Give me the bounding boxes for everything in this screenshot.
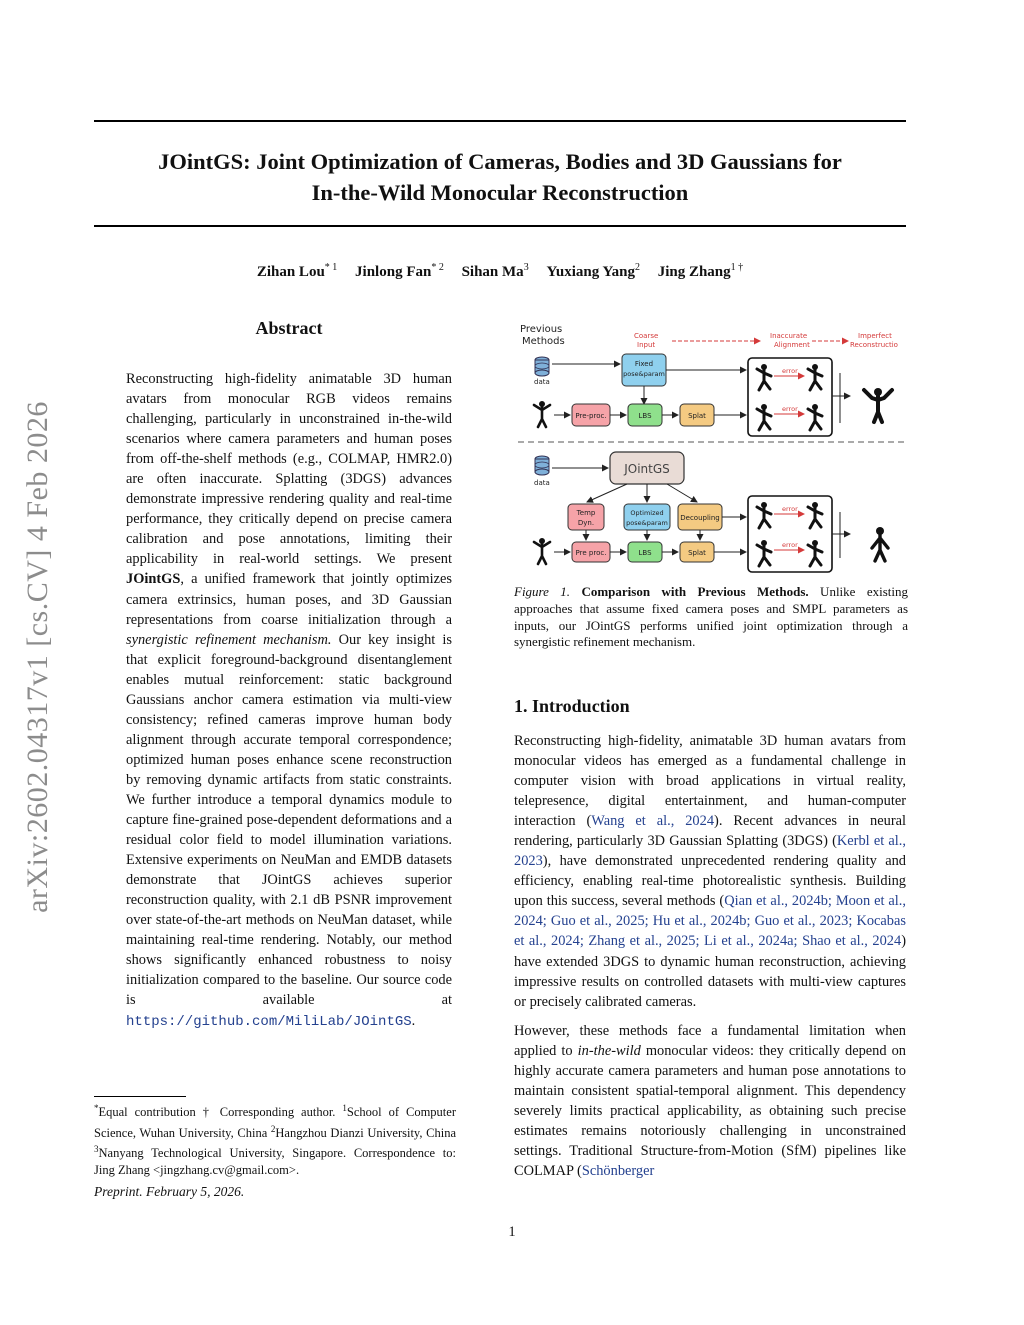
svg-text:Temp: Temp (576, 509, 596, 517)
author: Zihan Lou$^{* 1}$ (256, 262, 338, 280)
author: Jinlong Fan$^{* 2}$ (355, 262, 444, 280)
page-number: 1 (508, 1224, 516, 1240)
footnote-rule (94, 1096, 186, 1097)
citation-link[interactable]: Kerbl et al., 2023 (514, 833, 906, 870)
svg-text:Fixed: Fixed (634, 360, 654, 368)
svg-text:Splat: Splat (688, 412, 706, 420)
arxiv-stamp: arXiv:2602.04317v1 [cs.CV] 4 Feb 2026 (21, 401, 54, 913)
svg-text:data: data (534, 479, 550, 487)
svg-text:LBS: LBS (638, 412, 652, 420)
abstract-body: Reconstructing high-fidelity animatable 3D human avatars from monocular RGB videos remains challenging, particularly in unconstrained in-the-wild scenarios where camera parameters and human poses from off-the-shelf methods (e.g., COLMAP, HMR2.0) are often inaccurate. Splatting (3DGS) advances demonstrate impressive rendering quality and real-time performance, they critically depend on precise camera calibration and pose annotations, limiting their applicability in real-world settings. We present JOintGS, a unified framework that jointly optimizes camera extrinsics, human poses, and 3D Gaussian representations from coarse initialization through a synergistic refinement mechanism. Our key insight is that explicit foreground-background disentanglement enables mutual reinforcement: static background Gaussians anchor camera estimation via multi-view consistency; refined cameras improve human body alignment through accurate temporal correspondence; optimized human poses enhance scene reconstruction by removing dynamic artifacts from static constraints. We further introduce a temporal dynamics module to capture fine-grained pose-dependent deformations and a residual color field to model illumination variations. Extensive experiments on NeuMan and EMDB datasets demonstrate that JOintGS achieves superior reconstruction quality, with 2.1 dB PSNR improvement over state-of-the-art methods on NeuMan dataset, while maintaining real-time rendering. Notably, our method shows significantly enhanced robustness to noisy initialization compared to the baseline. Our source code is available at https://github.com/MiliLab/JOintGS. (126, 371, 453, 1030)
fig-inaccurate-label: Inaccurate (770, 332, 808, 340)
svg-text:Methods: Methods (522, 336, 565, 347)
svg-text:Alignment: Alignment (774, 341, 810, 349)
author-list (94, 262, 906, 281)
author: Yuxiang Yang$^2$ (546, 262, 640, 280)
bottom-title-rule (94, 225, 906, 227)
svg-text:JOintGS: JOintGS (624, 462, 670, 476)
fig-coarse-input-label: Coarse (634, 332, 659, 340)
author: Jing Zhang$^{1 \dagger}$ (657, 262, 744, 280)
title-line-2: In-the-Wild Monocular Reconstruction (311, 180, 689, 205)
svg-text:LBS: LBS (638, 549, 652, 557)
paragraph: Reconstructing high-fidelity, animatable 3D human avatars from monocular videos has emerged as a fundamental challenge in computer vision with broad applications in virtual reality, telepresence, digital entertainment, and human-computer interaction (Wang et al., 2024). Recent advances in neural rendering, particularly 3D Gaussian Splatting (3DGS) (Kerbl et al., 2023), have demonstrated unprecedented rendering quality and efficiency, enabling real-time photorealistic synthesis. Building upon this success, several methods (Qian et al., 2024b; Moon et al., 2024; Guo et al., 2025; Hu et al., 2024b; Guo et al., 2023; Kocabas et al., 2024; Zhang et al., 2025; Li et al., 2024a; Shao et al., 2024) have extended 3DGS to dynamic human reconstruction, achieving impressive results on controlled datasets with multi-view captures or precisely calibrated cameras. (514, 733, 906, 1010)
svg-text:error: error (782, 541, 798, 549)
human-icon (534, 401, 550, 427)
citation-link[interactable]: Wang et al., 2024 (591, 813, 715, 830)
figure-1-diagram (512, 318, 912, 578)
introduction-body (514, 731, 906, 1190)
svg-text:error: error (782, 505, 798, 513)
paragraph: However, these methods face a fundamental limitation when applied to in-the-wild monocular videos: they critically depend on highly accurate camera parameters and human pose annotations to maintain consistent spatial-temporal alignment. This dependency severely limits practical applicability, as obtaining such precise estimates remains notoriously challenging in unconstrained settings. Traditional Structure-from-Motion (SfM) pipelines like COLMAP (Schönberger (514, 1022, 907, 1179)
svg-text:Reconstructio: Reconstructio (850, 341, 898, 349)
svg-text:Dyn.: Dyn. (577, 519, 595, 527)
paper-title (94, 146, 906, 208)
svg-text:Splat: Splat (688, 549, 706, 557)
citation-link[interactable]: Qian et al., 2024b; Moon et al., 2024; Guo et al., 2025; Hu et al., 2024b; Guo et al., 2023; Kocabas et al., 2024; Zhang et al., 2025; Li et al., 2024a; Shao et al., 2024 (514, 893, 906, 950)
svg-text:Optimized: Optimized (630, 509, 664, 517)
svg-text:Decoupling: Decoupling (680, 514, 720, 522)
top-rule (94, 120, 906, 122)
abstract-heading: Abstract (255, 318, 323, 338)
database-icon (535, 357, 549, 376)
author: Sihan Ma$^3$ (461, 262, 529, 280)
fig-previous-methods-label: Previous (520, 324, 563, 335)
svg-text:error: error (782, 405, 798, 413)
fig-data-label: data (534, 378, 550, 386)
title-line-1: JOintGS: Joint Optimization of Cameras, Bodies and 3D Gaussians for (158, 149, 842, 174)
source-code-link[interactable]: https://github.com/MiliLab/JOintGS (126, 1013, 412, 1030)
svg-text:error: error (782, 367, 798, 375)
preprint-note: Preprint. February 5, 2026. (94, 1184, 245, 1199)
citation-link[interactable]: Schönberger (581, 1162, 655, 1179)
figure-1-caption: Figure 1. Comparison with Previous Methods. Unlike existing approaches that assume fixed camera poses and SMPL parameters as inputs, our JOintGS performs unified joint optimization through a synergistic refinement mechanism. (514, 584, 909, 650)
svg-text:pose&param: pose&param (623, 370, 665, 378)
svg-text:Pre-proc.: Pre-proc. (575, 412, 607, 420)
fig-imperfect-label: Imperfect (858, 332, 892, 340)
svg-text:Pre proc.: Pre proc. (575, 549, 607, 557)
section-heading-introduction: 1. Introduction (514, 696, 630, 716)
footnote: *Equal contribution † Corresponding author. $^1$School of Computer Science, Wuhan University, China $^2$Hangzhou Dianzi University, China $^3$Nanyang Technological University, Singapore. Correspondence to: Jing Zhang <jingzhang.cv@gmail.com>. (94, 1103, 456, 1177)
svg-text:Input: Input (637, 341, 656, 349)
svg-text:pose&param: pose&param (626, 519, 668, 527)
